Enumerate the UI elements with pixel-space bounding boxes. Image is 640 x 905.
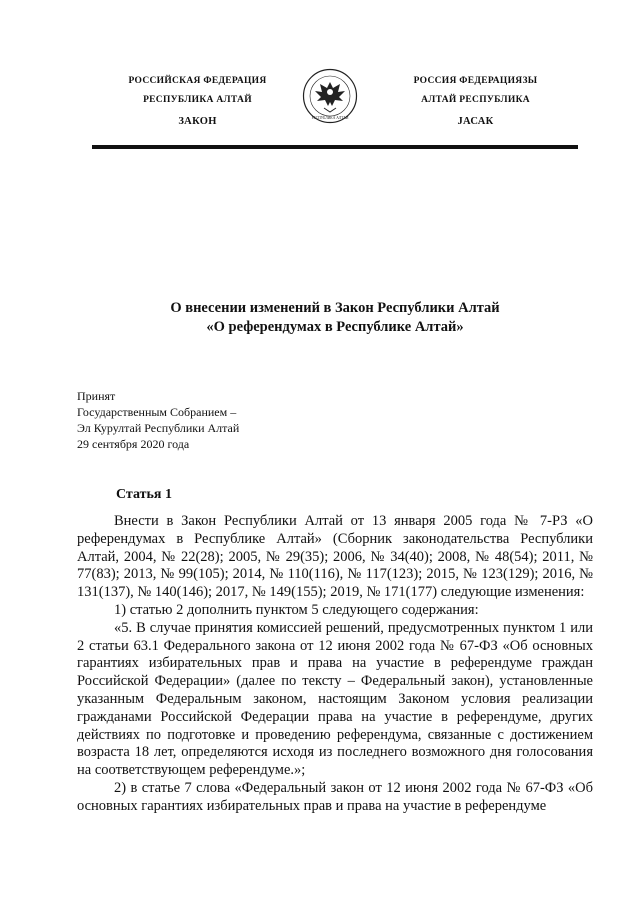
emblem-text: РЕСПУБЛИКА АЛТАЙ bbox=[311, 116, 349, 120]
header-right-block bbox=[388, 72, 563, 131]
title-line-2: «О референдумах в Республике Алтай» bbox=[206, 319, 464, 335]
header-left-country: РОССИЙСКАЯ ФЕДЕРАЦИЯ bbox=[128, 76, 267, 86]
article-paragraph: 2) в статье 7 слова «Федеральный закон от 12 июня 2002 года № 67-ФЗ «Об основных гарантиях избирательных прав и права на участие в референдуме bbox=[77, 779, 593, 814]
document-title bbox=[120, 299, 550, 337]
adopted-by: Государственным Собранием – bbox=[77, 405, 237, 419]
header-left-block bbox=[110, 72, 285, 131]
adopted-label: Принят bbox=[77, 389, 116, 403]
adoption-block bbox=[77, 388, 239, 452]
header-left-law: ЗАКОН bbox=[178, 116, 217, 127]
adopted-date: 29 сентября 2020 года bbox=[77, 437, 190, 451]
article-paragraph: Внести в Закон Республики Алтай от 13 января 2005 года № 7-РЗ «О референдумах в Республике Алтай» (Сборник законодательства Республики Алтай, 2004, № 22(28); 2005, № 29(35); 2006, № 34(40); 2008, № 48(54); 2011, № 77(83); 2013, № 99(105); 2014, № 110(116), № 117(123); 2015, № 123(129); 2016, № 131(137), № 140(146); 2017, № 149(155); 2019, № 171(177) следующие изменения: bbox=[77, 513, 593, 601]
republic-altai-coat-of-arms-icon bbox=[302, 68, 358, 124]
header-left-republic: РЕСПУБЛИКА АЛТАЙ bbox=[143, 95, 252, 105]
header-right-law: JАСАК bbox=[457, 116, 494, 127]
title-line-1: О внесении изменений в Закон Республики Алтай bbox=[170, 300, 500, 316]
article-paragraph: «5. В случае принятия комиссией решений, предусмотренных пунктом 1 или 2 статьи 63.1 Федерального закона от 12 июня 2002 года № 67-ФЗ «Об основных гарантиях избирательных прав и права на участие в референдуме граждан Российской Федерации» (далее по тексту – Федеральный закон), установленные указанным Федеральным законом, настоящим Законом условия реализации гражданами Российской Федерации права на участие в референдуме, других действиях по подготовке и проведению референдума, связанные с достижением возраста 18 лет, определяются исходя из последнего возможного дня голосования на соответствующем референдуме.»; bbox=[77, 619, 593, 779]
article-body bbox=[77, 513, 593, 816]
article-heading: Статья 1 bbox=[116, 487, 172, 502]
article-paragraph: 1) статью 2 дополнить пунктом 5 следующего содержания: bbox=[114, 601, 479, 618]
header-divider bbox=[92, 145, 578, 149]
header-right-republic: АЛТАЙ РЕСПУБЛИКА bbox=[421, 95, 530, 105]
header-right-country: РОССИЯ ФЕДЕРАЦИЯЗЫ bbox=[413, 76, 538, 86]
adopted-body: Эл Курултай Республики Алтай bbox=[77, 421, 240, 435]
